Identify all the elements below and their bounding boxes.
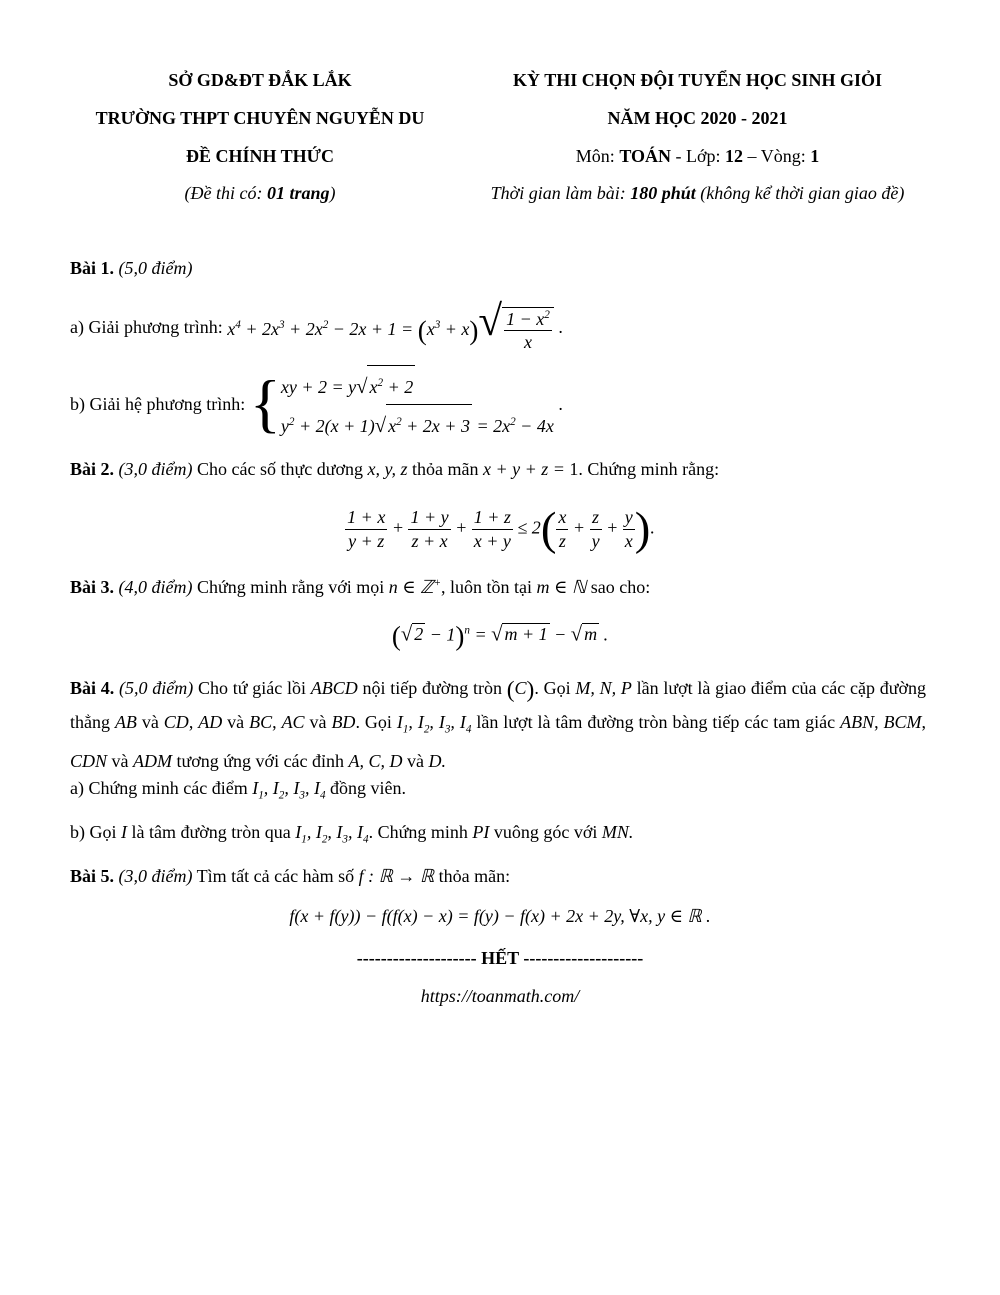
subject-line: Môn: TOÁN - Lớp: 12 – Vòng: 1 — [575, 146, 820, 166]
system-1b: xy + 2 = y√ $x^2 + 2$ $y^2 + 2(x + 1)√$ $x^2 + 2x + 3 = 2x^2 - 4x$ — [281, 365, 554, 443]
bai1-b: b) Giải hệ phương trình: { xy + 2 = y√ $x^2 + 2$ $y^2 + 2(x + 1)√$ $x^2 + 2x + 3 = 2x^2 - 4x$ . — [70, 368, 563, 440]
bai1-a: a) Giải phương trình: $x^4 + 2x^3 + 2x^2 - 2x + 1 = (x^3 + x)√$ $\frac{1 - x^2}{x}$ . — [70, 298, 563, 353]
bai1-heading: Bài 1. (5,0 điểm) — [70, 258, 193, 278]
official-label: ĐỀ CHÍNH THỨC — [185, 146, 335, 166]
bai2-text: Bài 2. (3,0 điểm) Cho các số thực dương x, y, z thỏa mãn x + y + z = 1. Chứng minh rằng: — [70, 459, 720, 479]
bai3-equation: (√ 2 − 1)$^n$ = √ m + 1 − √ m . — [391, 620, 609, 651]
equation-1a: $x^4 + 2x^3 + 2x^2 - 2x + 1 = (x^3 + x)√$ $\frac{1 - x^2}{x}$ — [227, 300, 554, 354]
exam-title: KỲ THI CHỌN ĐỘI TUYỂN HỌC SINH GIỎI — [513, 70, 882, 90]
dept-name: SỞ GD&ĐT ĐẮK LẮK — [168, 70, 352, 90]
bai4-a: a) Chứng minh các điểm $I_1$, $I_2$, $I_3$, $I_4$ đồng viên. — [70, 778, 407, 802]
school-name: TRƯỜNG THPT CHUYÊN NGUYỄN DU — [95, 108, 425, 128]
end-marker: -------------------- HẾT -------------------- — [356, 948, 644, 968]
bai5-equation: f(x + f(y)) − f(f(x) − x) = f(y) − f(x) + 2x + 2y, ∀x, y ∈ ℝ . — [289, 906, 711, 926]
source-url: https://toanmath.com/ — [420, 986, 580, 1006]
school-year: NĂM HỌC 2020 - 2021 — [607, 108, 788, 128]
bai4-b: b) Gọi I là tâm đường tròn qua $I_1$, $I_2$, $I_3$, $I_4$. Chứng minh PI vuông góc với MN. — [70, 822, 634, 846]
bai5-text: Bài 5. (3,0 điểm) Tìm tất cả các hàm số f : ℝ → ℝ thỏa mãn: — [70, 866, 511, 886]
bai2-inequality: $\frac{1 + x}{y + z}$ + $\frac{1 + y}{z + x}$ + $\frac{1 + z}{x + y}$ ≤ 2( $\frac{x}{z}$ + $\frac{z}{y}$ + $\frac{y}{x}$ ). — [347, 502, 655, 555]
bai4-text: Bài 4. (5,0 điểm) Cho tứ giác lồi ABCD nội tiếp đường tròn (C). Gọi M, N, P lần lượt là giao điểm của các cặp đường thẳng AB và CD, AD và BC, AC và BD. Gọi $I_1$, $I_2$, $I_3$, $I_4$ lần lượt là tâm đường tròn bàng tiếp các tam giác ABN, BCM, CDN và ADM tương ứng với các đỉnh A, C, D và D. — [70, 676, 927, 772]
time-line: Thời gian làm bài: 180 phút (không kể thời gian giao đề) — [490, 183, 905, 203]
page-count: (Đề thi có: 01 trang) — [184, 183, 336, 203]
bai3-text: Bài 3. (4,0 điểm) Chứng minh rằng với mọi n ∈ ℤ+, luôn tồn tại m ∈ ℕ sao cho: — [70, 577, 651, 597]
